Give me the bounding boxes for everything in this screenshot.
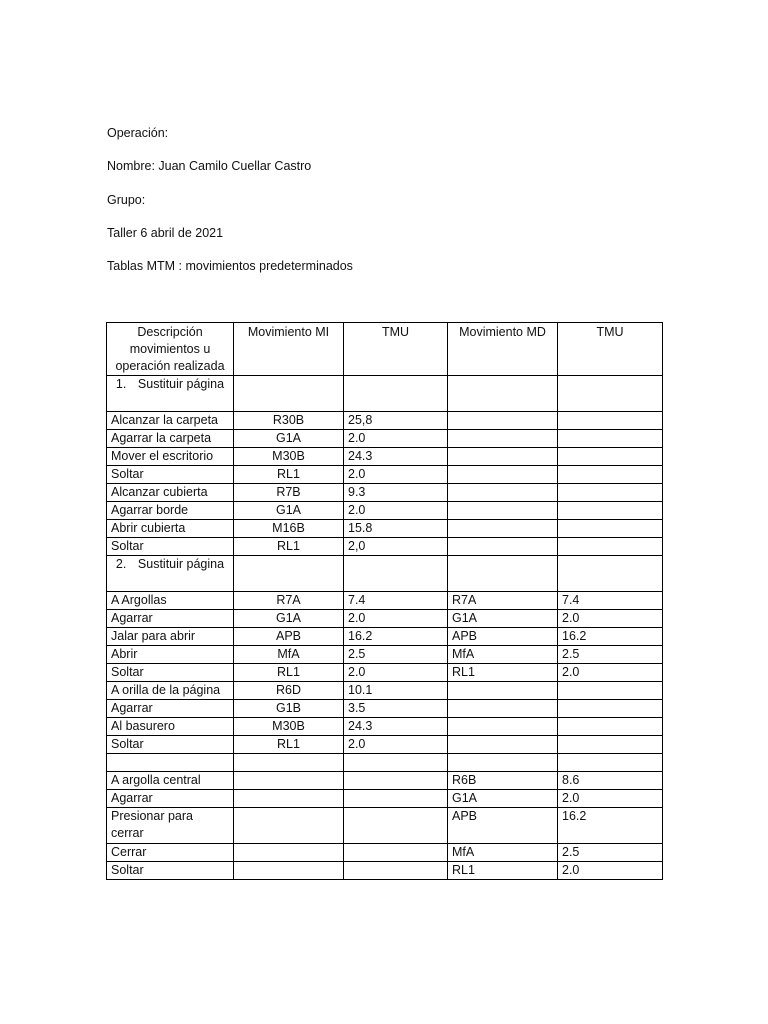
movimiento-md-cell: G1A <box>448 610 558 628</box>
tmu-md-cell <box>558 448 663 466</box>
tmu-mi-cell: 2.5 <box>344 646 448 664</box>
tmu-mi-cell: 2.0 <box>344 736 448 754</box>
description-cell: Agarrar <box>107 700 234 718</box>
movimiento-md-cell <box>448 448 558 466</box>
empty-cell <box>234 556 344 592</box>
table-row <box>107 808 663 844</box>
tmu-md-cell: 2.0 <box>558 862 663 880</box>
description-cell: Agarrar la carpeta <box>107 430 234 448</box>
movimiento-mi-cell: M30B <box>234 718 344 736</box>
table-row <box>107 844 663 862</box>
tmu-md-cell <box>558 700 663 718</box>
movimiento-mi-cell: G1B <box>234 700 344 718</box>
description-cell: A Argollas <box>107 592 234 610</box>
description-cell: Alcanzar cubierta <box>107 484 234 502</box>
tmu-mi-cell: 25,8 <box>344 412 448 430</box>
description-cell: Agarrar borde <box>107 502 234 520</box>
empty-cell <box>344 376 448 412</box>
table-row <box>107 430 663 448</box>
table-row <box>107 718 663 736</box>
table-row <box>107 592 663 610</box>
movimiento-md-cell <box>448 412 558 430</box>
tmu-mi-cell: 2.0 <box>344 466 448 484</box>
description-cell: Agarrar <box>107 610 234 628</box>
empty-cell <box>558 556 663 592</box>
tmu-md-cell <box>558 520 663 538</box>
table-row <box>107 790 663 808</box>
tmu-mi-cell: 24.3 <box>344 448 448 466</box>
description-cell: Abrir <box>107 646 234 664</box>
tmu-md-cell <box>558 682 663 700</box>
tmu-mi-cell <box>344 862 448 880</box>
movimiento-mi-cell: R7A <box>234 592 344 610</box>
table-row <box>107 412 663 430</box>
tmu-mi-cell: 10.1 <box>344 682 448 700</box>
section-title: Sustituir página <box>137 377 225 391</box>
tmu-mi-cell: 7.4 <box>344 592 448 610</box>
movimiento-md-cell <box>448 538 558 556</box>
movimiento-md-cell: R6B <box>448 772 558 790</box>
description-cell: Al basurero <box>107 718 234 736</box>
table-row <box>107 628 663 646</box>
tmu-mi-cell <box>344 790 448 808</box>
column-header-descripcion: Descripción movimientos u operación realizada <box>107 323 234 376</box>
tmu-md-cell: 2.5 <box>558 844 663 862</box>
movimiento-mi-cell: G1A <box>234 502 344 520</box>
movimiento-md-cell: R7A <box>448 592 558 610</box>
description-cell: Soltar <box>107 664 234 682</box>
section-row <box>107 376 663 412</box>
section-title: Sustituir página <box>137 557 225 571</box>
movimiento-md-cell <box>448 520 558 538</box>
tmu-md-cell: 16.2 <box>558 628 663 646</box>
movimiento-mi-cell: M16B <box>234 520 344 538</box>
tmu-md-cell <box>558 430 663 448</box>
tmu-mi-cell: 16.2 <box>344 628 448 646</box>
description-cell: Soltar <box>107 736 234 754</box>
tmu-md-cell <box>558 502 663 520</box>
tmu-md-cell: 8.6 <box>558 772 663 790</box>
movimiento-mi-cell <box>234 754 344 772</box>
tmu-md-cell <box>558 466 663 484</box>
tmu-mi-cell <box>344 844 448 862</box>
description-cell: Jalar para abrir <box>107 628 234 646</box>
tmu-mi-cell <box>344 808 448 844</box>
description-cell <box>107 754 234 772</box>
movimiento-md-cell <box>448 718 558 736</box>
tmu-md-cell: 2.0 <box>558 790 663 808</box>
movimiento-mi-cell <box>234 808 344 844</box>
movimiento-mi-cell: MfA <box>234 646 344 664</box>
table-row <box>107 466 663 484</box>
tmu-mi-cell: 2,0 <box>344 538 448 556</box>
empty-cell <box>448 556 558 592</box>
movimiento-md-cell <box>448 754 558 772</box>
tmu-md-cell <box>558 736 663 754</box>
tmu-mi-cell: 2.0 <box>344 430 448 448</box>
description-cell: Mover el escritorio <box>107 448 234 466</box>
tmu-md-cell <box>558 754 663 772</box>
column-header-tmu-md: TMU <box>558 323 663 376</box>
movimiento-md-cell: G1A <box>448 790 558 808</box>
description-cell: A orilla de la página <box>107 682 234 700</box>
table-row <box>107 754 663 772</box>
movimiento-md-cell: APB <box>448 808 558 844</box>
movimiento-mi-cell: G1A <box>234 430 344 448</box>
movimiento-md-cell: RL1 <box>448 862 558 880</box>
movimiento-mi-cell: M30B <box>234 448 344 466</box>
table-row <box>107 862 663 880</box>
movimiento-md-cell <box>448 430 558 448</box>
movimiento-mi-cell <box>234 844 344 862</box>
empty-cell <box>234 376 344 412</box>
tmu-mi-cell <box>344 772 448 790</box>
movimiento-md-cell: RL1 <box>448 664 558 682</box>
tmu-mi-cell: 2.0 <box>344 610 448 628</box>
table-row <box>107 610 663 628</box>
tmu-md-cell: 2.0 <box>558 664 663 682</box>
description-cell: Soltar <box>107 538 234 556</box>
table-row <box>107 484 663 502</box>
empty-cell <box>344 556 448 592</box>
taller-date-line: Taller 6 abril de 2021 <box>107 226 224 240</box>
description-cell: A argolla central <box>107 772 234 790</box>
description-cell: Soltar <box>107 466 234 484</box>
movimiento-md-cell: APB <box>448 628 558 646</box>
movimiento-mi-cell: RL1 <box>234 664 344 682</box>
column-header-movimiento-md: Movimiento MD <box>448 323 558 376</box>
tmu-md-cell <box>558 412 663 430</box>
tmu-mi-cell: 3.5 <box>344 700 448 718</box>
description-cell: Agarrar <box>107 790 234 808</box>
movimiento-mi-cell: RL1 <box>234 736 344 754</box>
empty-cell <box>448 376 558 412</box>
movimiento-md-cell: MfA <box>448 844 558 862</box>
tablas-title: Tablas MTM : movimientos predeterminados <box>107 259 353 273</box>
movimiento-mi-cell <box>234 772 344 790</box>
tmu-md-cell: 2.0 <box>558 610 663 628</box>
nombre-line: Nombre: Juan Camilo Cuellar Castro <box>107 159 312 173</box>
description-cell: Presionar para cerrar <box>107 808 234 844</box>
section-title-cell <box>107 376 234 412</box>
table-row <box>107 682 663 700</box>
description-cell: Cerrar <box>107 844 234 862</box>
movimiento-md-cell <box>448 502 558 520</box>
tmu-mi-cell: 9.3 <box>344 484 448 502</box>
table-row <box>107 520 663 538</box>
tmu-mi-cell: 15.8 <box>344 520 448 538</box>
movimiento-md-cell: MfA <box>448 646 558 664</box>
tmu-md-cell: 16.2 <box>558 808 663 844</box>
table-row <box>107 646 663 664</box>
movimiento-mi-cell: APB <box>234 628 344 646</box>
table-row <box>107 664 663 682</box>
operacion-label: Operación: <box>107 126 169 140</box>
movimiento-mi-cell: R30B <box>234 412 344 430</box>
movimiento-md-cell <box>448 682 558 700</box>
table-row <box>107 538 663 556</box>
movimiento-mi-cell <box>234 790 344 808</box>
column-header-tmu-mi: TMU <box>344 323 448 376</box>
grupo-label: Grupo: <box>107 193 146 207</box>
movimiento-mi-cell <box>234 862 344 880</box>
tmu-md-cell: 7.4 <box>558 592 663 610</box>
mtm-table <box>106 322 663 880</box>
movimiento-mi-cell: RL1 <box>234 466 344 484</box>
tmu-mi-cell: 2.0 <box>344 664 448 682</box>
tmu-md-cell: 2.5 <box>558 646 663 664</box>
section-number: 2. <box>115 557 127 571</box>
table-header-row <box>107 323 663 376</box>
table-body <box>107 376 663 880</box>
movimiento-md-cell <box>448 700 558 718</box>
tmu-md-cell <box>558 484 663 502</box>
tmu-mi-cell: 24.3 <box>344 718 448 736</box>
movimiento-mi-cell: RL1 <box>234 538 344 556</box>
tmu-md-cell <box>558 538 663 556</box>
movimiento-md-cell <box>448 736 558 754</box>
movimiento-mi-cell: R6D <box>234 682 344 700</box>
tmu-mi-cell <box>344 754 448 772</box>
movimiento-md-cell <box>448 466 558 484</box>
movimiento-mi-cell: G1A <box>234 610 344 628</box>
tmu-mi-cell: 2.0 <box>344 502 448 520</box>
movimiento-md-cell <box>448 484 558 502</box>
movimiento-mi-cell: R7B <box>234 484 344 502</box>
description-cell: Abrir cubierta <box>107 520 234 538</box>
description-cell: Soltar <box>107 862 234 880</box>
section-row <box>107 556 663 592</box>
description-cell: Alcanzar la carpeta <box>107 412 234 430</box>
table-row <box>107 772 663 790</box>
table-row <box>107 448 663 466</box>
empty-cell <box>558 376 663 412</box>
table-row <box>107 736 663 754</box>
table-row <box>107 700 663 718</box>
table-row <box>107 502 663 520</box>
section-number: 1. <box>115 377 127 391</box>
section-title-cell <box>107 556 234 592</box>
tmu-md-cell <box>558 718 663 736</box>
column-header-movimiento-mi: Movimiento MI <box>234 323 344 376</box>
